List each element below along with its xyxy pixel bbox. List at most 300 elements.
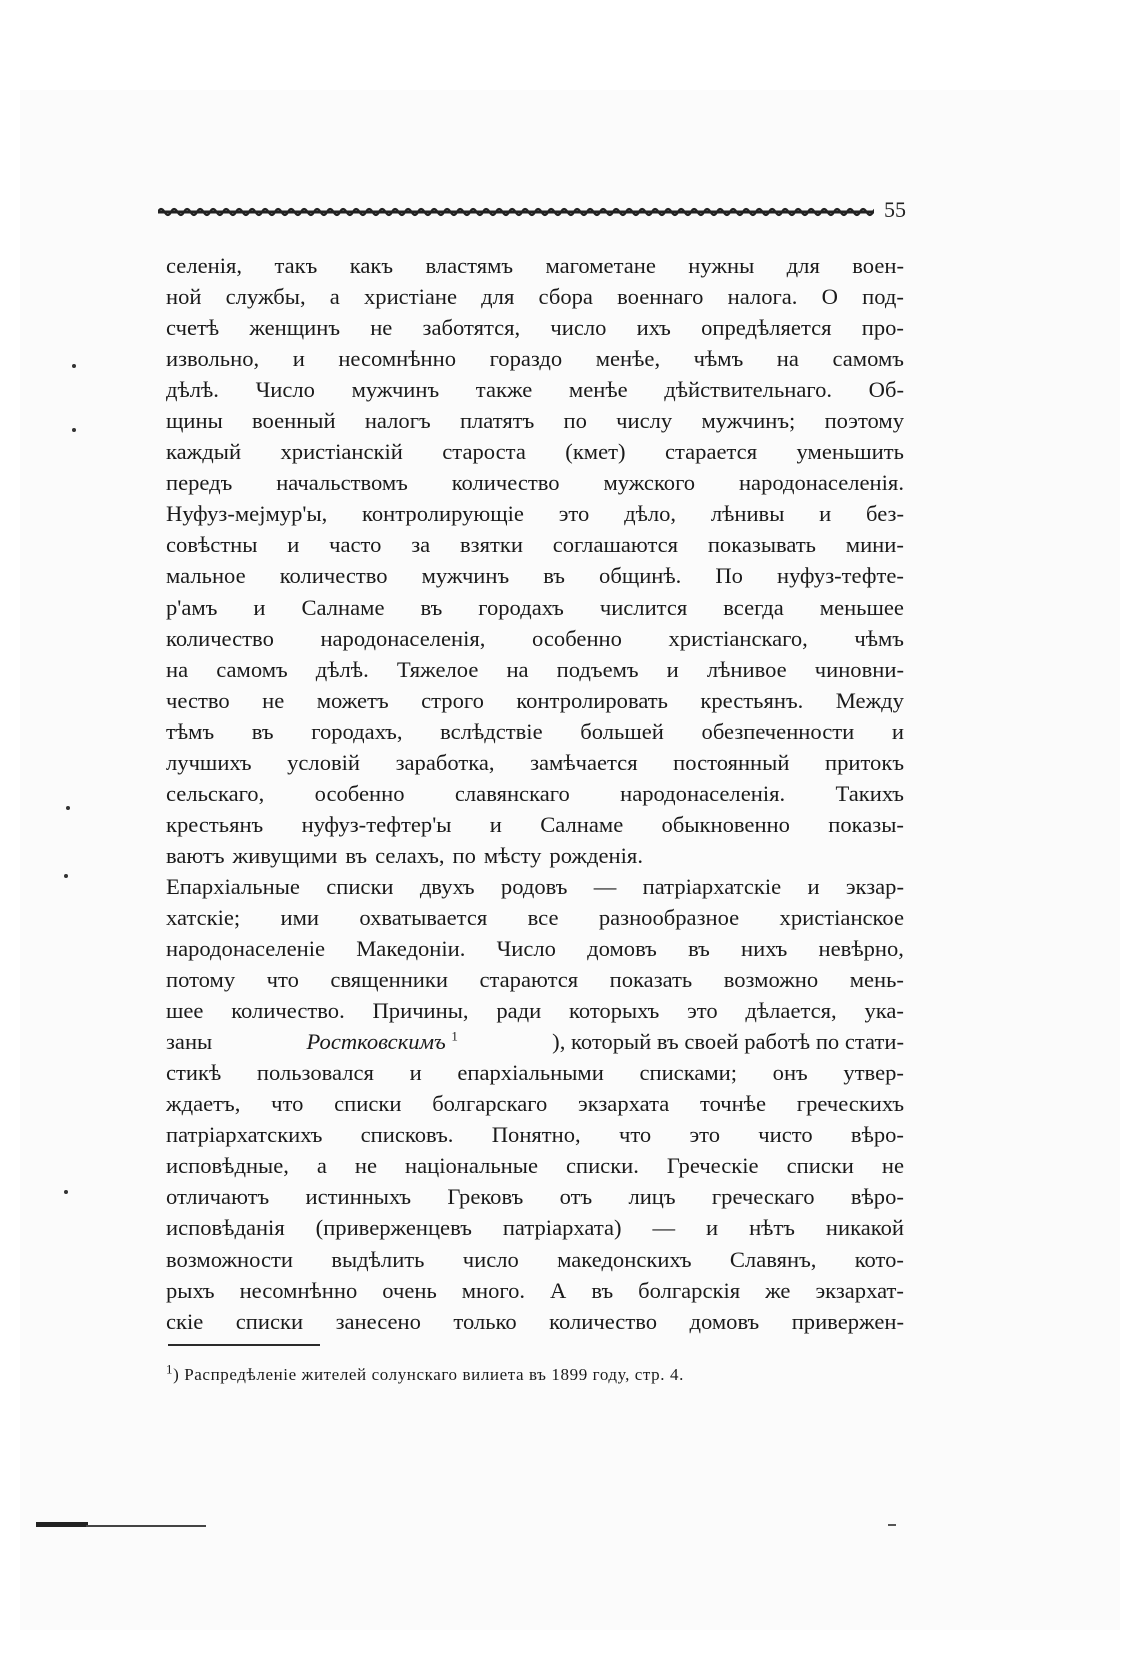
word: патріархатскіе [642,873,782,899]
text-line [166,560,904,591]
word: всегда [723,594,784,620]
text-line [166,1275,904,1306]
word: количество [166,625,274,651]
paragraph-block-2 [166,1057,904,1336]
word: же [765,1277,791,1303]
word: въ [688,936,710,962]
word: это [687,998,718,1024]
word: воен- [852,253,904,278]
word: замѣчается [530,749,638,775]
paragraph-block-1 [166,250,904,1026]
word: заботятся, [422,315,521,341]
word: точнѣе [700,1091,767,1117]
word: мальное [166,563,246,589]
text-line [166,281,904,312]
word: крестьянъ [166,811,264,837]
text-line [166,436,904,467]
word: народонаселеніе [166,936,326,962]
word: для [786,253,820,278]
word: Салнаме [301,594,385,620]
word: чѣмъ [854,625,904,651]
word: не [370,315,393,341]
word: Епархіальные [166,873,300,899]
margin-dot [66,806,70,810]
word: Тяжелое [396,656,479,682]
text-line [166,405,904,436]
word: истинныхъ [305,1184,412,1210]
word: христіанскій [280,439,403,465]
word: большей [580,718,664,744]
margin-dot [72,428,76,432]
word: что [618,1122,652,1148]
word: христіанское [779,904,904,930]
word: экзархата [578,1091,670,1117]
word: общинѣ. [599,563,682,589]
text-line [166,1244,904,1275]
word: военный [252,408,336,434]
word: живущими [232,842,338,868]
word: Салнаме [540,811,624,837]
word: христіане [363,284,457,310]
word: стараются [479,967,579,993]
word: лѣнивы [710,501,785,527]
word: исповѣданія [166,1215,285,1241]
word: славянскаго [454,780,570,806]
word: ждаетъ, [166,1091,241,1117]
word: и [287,532,300,558]
word: обыкновенно [661,811,790,837]
word: по [452,842,476,868]
word: дѣйствительнаго. [664,377,833,403]
text-line [166,250,904,281]
word: передъ [166,470,233,496]
footnote-marker: 1 [451,1028,458,1044]
word: и [666,656,679,682]
word: чество [166,687,230,713]
word: нуфуз-тефтер'ы [301,811,452,837]
text-line [166,312,904,343]
word: постоянный [673,749,790,775]
text-after-author: ), который въ своей работѣ по стати- [552,1029,904,1055]
word: ваютъ [166,842,225,868]
margin-dot [72,364,76,368]
word: народонаселенія. [620,780,786,806]
word: для [481,284,515,310]
word: контролирующіе [362,501,524,527]
word: мѣсту [483,842,542,868]
word: дѣло, [624,501,677,527]
word: несомнѣнно [338,346,457,372]
word: менѣе [568,377,628,403]
word: скіе [166,1308,204,1334]
word: число [550,315,607,341]
word: занесено [335,1308,421,1334]
word: нѣтъ [749,1215,795,1241]
word: Число [255,377,315,403]
word: соглашаются [552,532,679,558]
word: болгарскія [638,1277,741,1303]
word: городахъ [478,594,564,620]
word: показывать [707,532,816,558]
word: притокъ [824,749,904,775]
word: ной [166,284,202,310]
word: налогъ [364,408,431,434]
word: строго [421,687,484,713]
word: Такихъ [835,780,904,806]
text-line [166,685,904,716]
word: на [506,656,529,682]
word: дѣлѣ. [166,377,219,403]
word: (кмет) [565,439,626,465]
word: Причины, [372,998,469,1024]
word: менѣе, [595,346,661,372]
word: которыхъ [569,998,660,1024]
word: без- [866,501,904,527]
word: Славянъ, [729,1246,817,1272]
word: Нуфуз-мејмур'ы, [166,501,328,527]
word: разнообразное [598,904,740,930]
word: вѣро- [850,1122,904,1148]
word: за [411,532,431,558]
text-line [166,1088,904,1119]
word: вѣро- [850,1184,904,1210]
word: тѣмъ [166,718,215,744]
text-line [166,343,904,374]
word: рожденія. [549,842,643,868]
word: утвер- [843,1060,904,1086]
word: гораздо [489,346,563,372]
word: только [453,1308,517,1334]
text-line [166,623,904,654]
margin-dot [64,1190,68,1194]
word: народонаселенія, [320,625,486,651]
word: мужчинъ [421,563,510,589]
word: не [262,687,285,713]
text-line [166,374,904,405]
text-line [166,716,904,747]
word: взятки [459,532,523,558]
word: и [489,811,502,837]
word: старается [664,439,758,465]
word: Понятно, [491,1122,581,1148]
author-reference [307,1026,458,1057]
word: мужского [603,470,696,496]
word: налога. [727,284,798,310]
text-before-author: заны [166,1029,213,1055]
word: это [689,1122,721,1148]
footnote-number: 1 [166,1361,174,1377]
word: каждый [166,439,242,465]
word: Греческіе [666,1153,759,1179]
word: чѣмъ [693,346,744,372]
word: городахъ, [311,718,403,744]
word: потому [166,967,236,993]
word: лучшихъ [166,749,252,775]
word: Грековъ [447,1184,524,1210]
word: ука- [864,998,904,1024]
word: а [316,1153,327,1179]
word: мужчинъ [351,377,440,403]
word: число [462,1246,519,1272]
word: такъ [274,253,318,278]
word: Об- [868,377,904,403]
text-line [166,529,904,560]
word: домовъ [689,1308,760,1334]
word: патріархатскихъ [166,1122,323,1148]
word: болгарскаго [432,1091,548,1117]
word: онъ [772,1060,808,1086]
word: никакой [825,1215,904,1241]
word: экзархат- [815,1277,904,1303]
text-line [166,654,904,685]
word: и [706,1215,719,1241]
word: на [776,346,799,372]
word: патріархата) [502,1215,622,1241]
footnote-text: ) Распредѣленіе жителей солунскаго вилиета въ 1899 году, стр. 4. [173,1365,684,1384]
word: (приверженцевъ [315,1215,472,1241]
word: несомнѣнно [239,1277,358,1303]
ornament-wave [873,209,874,215]
word: родовъ [500,873,568,899]
footnote-rule [168,1344,320,1346]
word: извольно, [166,346,260,372]
word: сбора [538,284,593,310]
word: дѣлѣ. [315,656,369,682]
word: епархіальными [457,1060,604,1086]
word: и [292,346,305,372]
word: Македоніи. [356,936,466,962]
word: и [253,594,266,620]
word: мужчинъ; [701,408,796,434]
word: военнаго [617,284,704,310]
word: под- [862,284,904,310]
word: стикѣ [166,1060,222,1086]
word: списки [326,873,394,899]
word: староста [442,439,526,465]
word: числится [599,594,688,620]
word: часто [329,532,382,558]
word: по [563,408,587,434]
word: невѣрно, [818,936,904,962]
word: домовъ [587,936,657,962]
word: списками; [639,1060,738,1086]
word: поэтому [824,408,904,434]
text-line [166,498,904,529]
word: рыхъ [166,1277,215,1303]
text-line [166,467,904,498]
word: Число [496,936,556,962]
word: счетѣ [166,315,220,341]
word: количество [279,563,388,589]
word: селахъ, [375,842,445,868]
word: опредѣляется [701,315,832,341]
word: все [527,904,559,930]
text-line [166,747,904,778]
word: христіанскаго, [668,625,808,651]
word: селенія, [166,253,243,278]
text-line [166,902,904,933]
text-line [166,995,904,1026]
word: кото- [854,1246,904,1272]
word: не [881,1153,904,1179]
word: Между [835,687,904,713]
word: что [266,967,299,993]
word: — [652,1215,676,1241]
word: очень [382,1277,437,1303]
word: А [550,1277,567,1303]
word: вслѣдствіе [440,718,543,744]
word: лѣнивое [706,656,787,682]
word: также [475,377,533,403]
scan-artifact [36,1522,88,1527]
word: службы, [225,284,306,310]
word: показы- [828,811,904,837]
word: заработка, [395,749,495,775]
word: особенно [532,625,622,651]
word: самомъ [832,346,904,372]
word: македонскихъ [557,1246,692,1272]
word: хатскіе; [166,904,241,930]
word: исповѣдные, [166,1153,289,1179]
margin-dot [64,874,68,878]
word: не [354,1153,378,1179]
word: а [329,284,340,310]
word: что [271,1091,304,1117]
word: шее [166,998,204,1024]
word: чисто [758,1122,813,1148]
word: мень- [849,967,904,993]
word: списки. [565,1153,639,1179]
word: р'амъ [166,594,218,620]
text-line [166,1057,904,1088]
word: лицъ [628,1184,676,1210]
word: привержен- [791,1308,904,1334]
text-line [166,871,904,902]
word: и [409,1060,422,1086]
word: охватывается [359,904,488,930]
word: меньшее [819,594,904,620]
word: условій [287,749,361,775]
text-line [166,1306,904,1337]
ornamental-rule [158,206,874,218]
word: числу [616,408,673,434]
word: совѣстны [166,532,258,558]
word: списки [235,1308,304,1334]
text-line [166,1181,904,1212]
word: пользовался [256,1060,374,1086]
word: количество [549,1308,658,1334]
author-name: Ростковскимъ [306,1029,446,1055]
word: платятъ [459,408,535,434]
word: про- [861,315,904,341]
word: народонаселенія. [738,470,904,496]
word: и [891,718,904,744]
word: и [807,873,820,899]
scan-artifact [86,1525,206,1527]
word: можетъ [316,687,389,713]
word: отличаютъ [166,1184,270,1210]
word: властямъ [425,253,514,278]
word: контролировать [516,687,668,713]
word: на [166,656,189,682]
word: мини- [845,532,904,558]
text-line [166,1119,904,1150]
word: уменьшить [796,439,904,465]
word: списковъ. [360,1122,454,1148]
text-line [166,1212,904,1243]
word: женщинъ [249,315,341,341]
word: и [819,501,832,527]
word: возможности [166,1246,294,1272]
word: нужны [688,253,755,278]
page-header [158,197,906,224]
word: списки [786,1153,854,1179]
text-line [166,964,904,995]
footnote [166,1361,906,1386]
word: какъ [349,253,394,278]
word: въ [251,718,274,744]
word: греческихъ [796,1091,904,1117]
word: самомъ [216,656,288,682]
word: возможно [723,967,819,993]
word: священники [330,967,448,993]
word: въ [543,563,565,589]
word: дѣлается, [745,998,837,1024]
word: нихъ [741,936,788,962]
text-line [166,840,904,871]
text-line [166,592,904,623]
word: сельскаго, [166,780,265,806]
text-line [166,933,904,964]
text-line [166,809,904,840]
word: выдѣлить [331,1246,425,1272]
word: обезпеченности [701,718,855,744]
word: особенно [314,780,405,806]
word: много. [461,1277,526,1303]
word: національные [405,1153,538,1179]
word: По [715,563,743,589]
text-line [166,778,904,809]
text-line [166,1150,904,1181]
word: отъ [559,1184,593,1210]
word: — [593,873,617,899]
word: это [558,501,590,527]
word: О [821,284,838,310]
word: подъемъ [556,656,639,682]
word: количество. [231,998,345,1024]
word: нуфуз-тефте- [777,563,904,589]
word: въ [591,1277,614,1303]
word: чиновни- [814,656,904,682]
word: ради [496,998,542,1024]
word: въ [420,594,443,620]
word: греческаго [711,1184,815,1210]
word: ихъ [636,315,671,341]
word: показать [609,967,693,993]
word: крестьянъ. [700,687,804,713]
page-number: 55 [884,197,906,222]
word: начальствомъ [276,470,408,496]
word: двухъ [419,873,475,899]
word: ими [280,904,320,930]
word: списки [334,1091,402,1117]
word: магометане [545,253,656,278]
scan-artifact [888,1524,896,1526]
word: количество [451,470,560,496]
word: въ [345,842,368,868]
word: экзар- [845,873,904,899]
text-line-with-footnote-ref [166,1026,904,1057]
